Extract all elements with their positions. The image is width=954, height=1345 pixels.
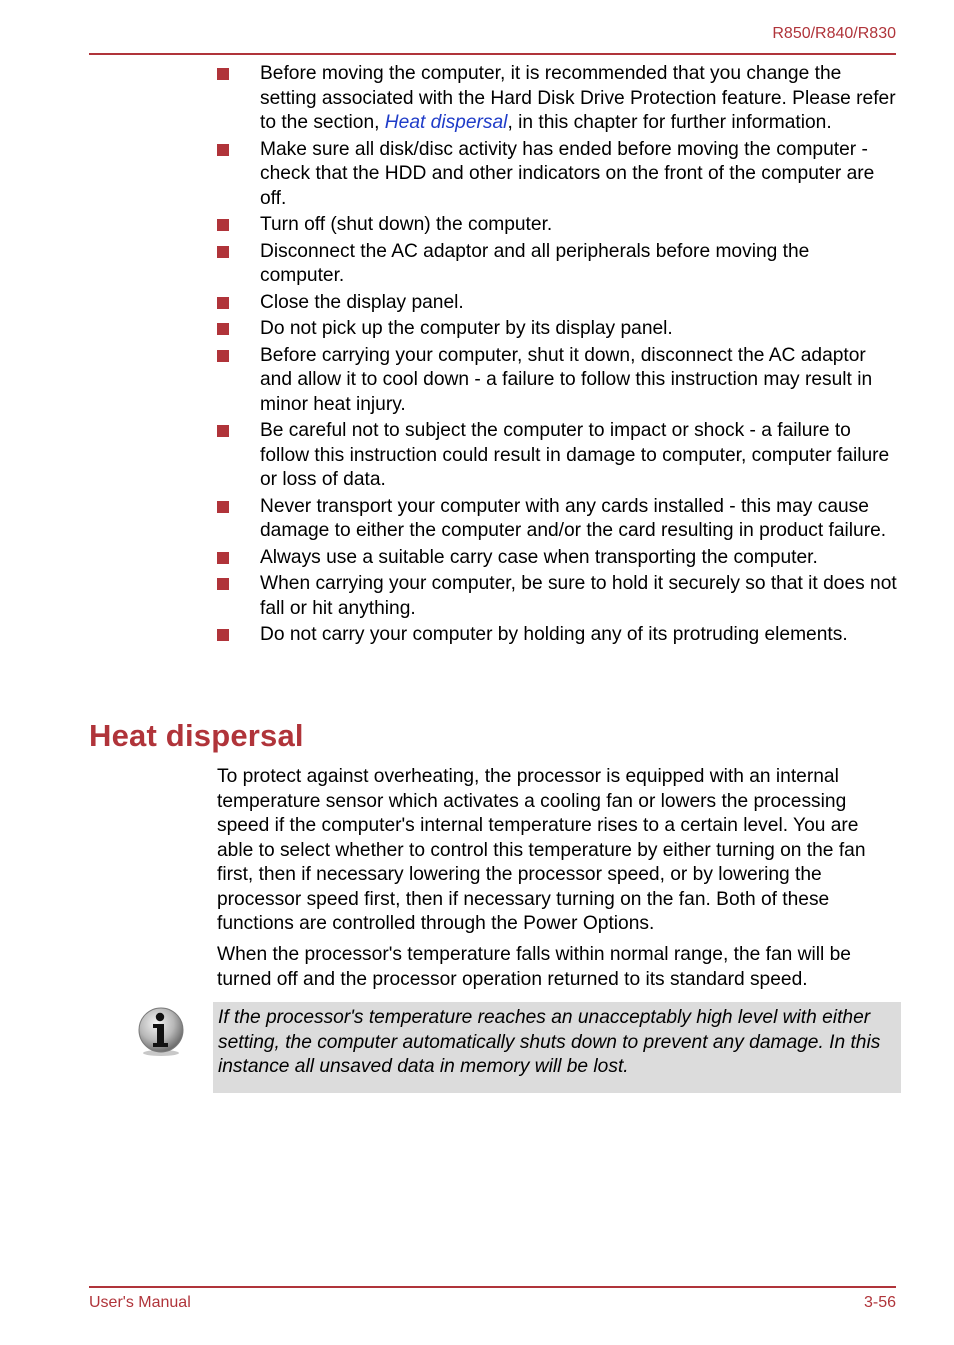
list-item xyxy=(217,62,897,136)
info-icon xyxy=(136,1007,186,1057)
bullet-square-icon xyxy=(217,578,229,590)
list-item-text: Turn off (shut down) the computer. xyxy=(260,214,553,235)
list-item-text: Close the display panel. xyxy=(260,291,464,313)
list-item xyxy=(217,546,897,571)
list-item-text: When carrying your computer, be sure to hold it securely so that it does not fall or hit anything. xyxy=(260,573,897,619)
list-item-text: Make sure all disk/disc activity has ended before moving the computer - check that the HDD and other indicators on the front of the computer are off. xyxy=(260,138,875,209)
list-item xyxy=(217,495,897,544)
list-item xyxy=(217,317,897,342)
bullet-square-icon xyxy=(217,144,229,156)
list-item xyxy=(217,572,897,621)
list-item-text: Do not carry your computer by holding any of its protruding elements. xyxy=(260,624,848,645)
bullet-square-icon xyxy=(217,350,229,362)
list-item-text: Disconnect the AC adaptor and all peripherals before moving the computer. xyxy=(260,240,810,286)
footer-manual-title: User's Manual xyxy=(89,1294,191,1311)
list-item xyxy=(217,240,897,289)
note-box xyxy=(213,1002,901,1093)
bullet-square-icon xyxy=(217,323,229,335)
bullet-square-icon xyxy=(217,68,229,80)
section-title: Heat dispersal xyxy=(89,718,304,753)
bullet-square-icon xyxy=(217,501,229,513)
list-item-text: Before carrying your computer, shut it down, disconnect the AC adaptor and allow it to cool down - a failure to follow this instruction may result in minor heat injury. xyxy=(260,344,873,415)
list-item-text: Do not pick up the computer by its display panel. xyxy=(260,318,673,339)
header-model: R850/R840/R830 xyxy=(772,25,896,42)
footer-page-number: 3-56 xyxy=(863,1294,896,1311)
list-item xyxy=(217,138,897,212)
list-item-text: Never transport your computer with any cards installed - this may cause damage to either the computer and/or the card resulting in product failure. xyxy=(260,495,887,541)
list-item xyxy=(217,623,897,648)
list-item xyxy=(217,291,897,316)
section-paragraph-1: To protect against overheating, the processor is equipped with an internal temperature sensor which activates a cooling fan or lowers the processing speed if the computer's internal temperature rises to a certain level. You are able to select whether to control this temperature by either turning on the fan first, then if necessary lowering the processor speed, or by lowering the processor speed first, then if necessary turning on the fan. Both of these functions are controlled through the Power Options. xyxy=(217,766,866,934)
list-item xyxy=(217,213,897,238)
list-item-text: Be careful not to subject the computer to impact or shock - a failure to follow this instruction could result in damage to computer, computer failure or loss of data. xyxy=(260,420,890,490)
bullet-square-icon xyxy=(217,219,229,231)
note-text: If the processor's temperature reaches an unacceptably high level with either setting, the computer automatically shuts down to prevent any damage. In this instance all unsaved data in memory will be lost. xyxy=(218,1007,881,1077)
bullet-square-icon xyxy=(217,297,229,309)
bullet-list xyxy=(217,62,897,650)
section-paragraph-2: When the processor's temperature falls within normal range, the fan will be turned off and the processor operation returned to its standard speed. xyxy=(217,944,851,990)
note-icon-wrap xyxy=(136,1007,186,1057)
bullet-square-icon xyxy=(217,552,229,564)
bullet-square-icon xyxy=(217,629,229,641)
heat-dispersal-link[interactable]: Heat dispersal xyxy=(384,112,508,133)
list-item-text-before: Before moving the computer, it is recommended that you change the setting associated with the Hard Disk Drive Protection feature. Please refer to the section, xyxy=(260,63,896,133)
footer-rule xyxy=(89,1286,896,1288)
bullet-square-icon xyxy=(217,425,229,437)
list-item-text: Always use a suitable carry case when transporting the computer. xyxy=(260,546,818,568)
bullet-square-icon xyxy=(217,246,229,258)
list-item xyxy=(217,419,897,493)
header-rule xyxy=(89,53,896,55)
list-item xyxy=(217,344,897,418)
list-item-text-after: , in this chapter for further information. xyxy=(507,112,832,133)
